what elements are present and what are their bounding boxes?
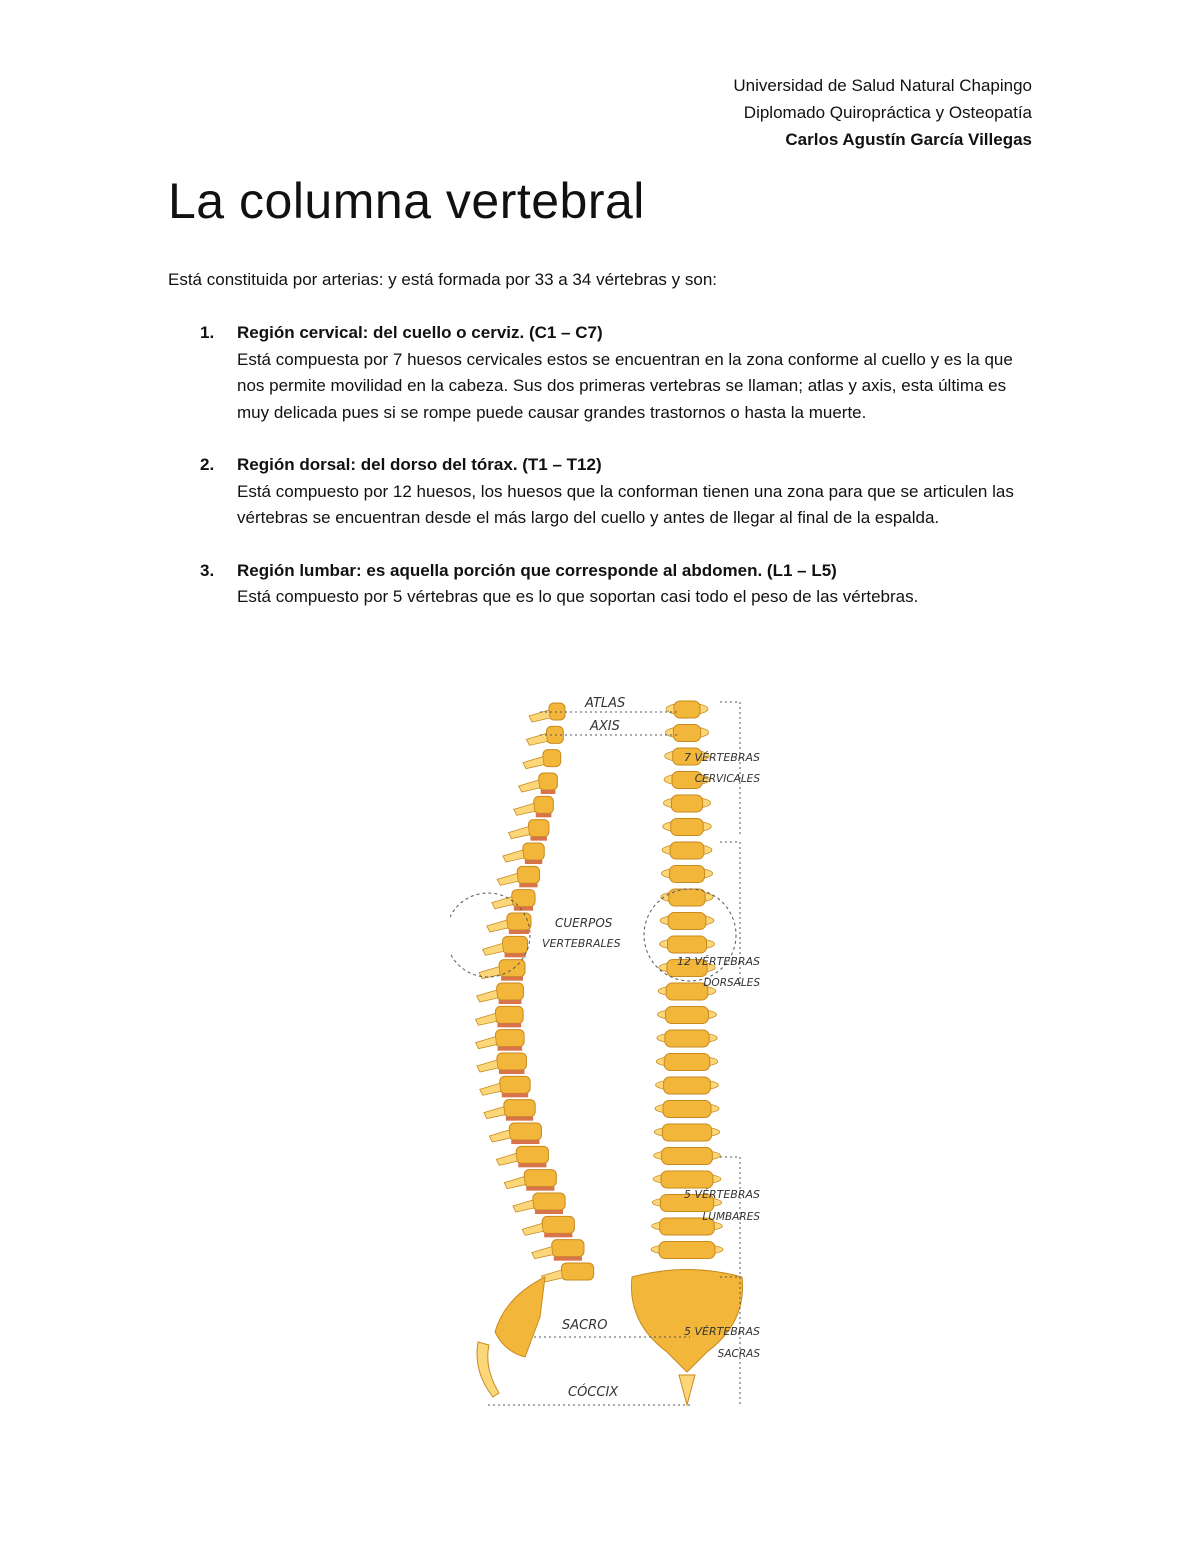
vertebra-body xyxy=(671,795,702,812)
vertebra-body xyxy=(523,843,544,860)
label-coccix: CÓCCIX xyxy=(568,1385,619,1400)
intervertebral-disc xyxy=(530,837,547,841)
vertebra-body xyxy=(509,1123,541,1140)
page-title: La columna vertebral xyxy=(168,173,645,229)
spinous-process xyxy=(496,1153,517,1165)
vertebra-body xyxy=(534,796,554,813)
document-header xyxy=(733,72,1032,153)
spinous-process xyxy=(522,1223,543,1235)
vertebra-body xyxy=(500,1076,530,1093)
spinous-process xyxy=(504,1177,525,1189)
vertebra-body xyxy=(669,866,704,883)
region-description: Está compuesta por 7 huesos cervicales estos se encuentran en la zona conforme al cuello y es la que nos permite movilidad en la cabeza. Sus dos primeras vertebras se llaman; atlas y axis, esta última es muy delicada pues si se rompe puede causar grandes trastornos o hasta la muerte. xyxy=(237,349,1013,422)
label-sacral-name: SACRAS xyxy=(717,1348,760,1360)
label-dorsal-count: 12 VÉRTEBRAS xyxy=(677,955,760,968)
vertebra-body xyxy=(524,1170,556,1187)
intervertebral-disc xyxy=(499,1070,524,1074)
intervertebral-disc xyxy=(541,790,556,794)
intervertebral-disc xyxy=(497,1023,521,1027)
vertebra-body xyxy=(516,1146,548,1163)
vertebra-body xyxy=(507,913,531,930)
vertebra-body xyxy=(662,1148,713,1165)
coccyx-side xyxy=(477,1342,499,1397)
sacrum-side xyxy=(495,1277,545,1357)
vertebra-body xyxy=(659,1242,715,1259)
intervertebral-disc xyxy=(526,1187,554,1191)
label-cuerpos: CUERPOS xyxy=(555,916,613,930)
vertebra-body xyxy=(497,983,524,1000)
spinous-process xyxy=(503,850,524,862)
spinous-process xyxy=(477,990,498,1002)
vertebra-body xyxy=(495,1006,523,1023)
spine-illustration xyxy=(450,687,766,1417)
vertebra-body xyxy=(496,1030,525,1047)
intervertebral-disc xyxy=(514,907,533,911)
intervertebral-disc xyxy=(502,1093,528,1097)
spinous-process xyxy=(519,780,540,792)
vertebra-body xyxy=(497,1053,526,1070)
intervertebral-disc xyxy=(509,930,529,934)
label-sacro: SACRO xyxy=(562,1318,608,1333)
label-sacral-count: 5 VÉRTEBRAS xyxy=(684,1325,760,1338)
spine-front-view xyxy=(631,701,742,1405)
vertebra-body xyxy=(665,1030,709,1047)
vertebra-body xyxy=(671,819,704,836)
intervertebral-disc xyxy=(544,1233,572,1237)
vertebra-body xyxy=(539,773,558,790)
spinous-process xyxy=(513,1200,534,1212)
list-item-lumbar xyxy=(200,558,1040,611)
vertebra-body xyxy=(517,866,539,883)
spinous-process xyxy=(475,1013,496,1025)
list-number: 2. xyxy=(200,455,215,474)
coccyx-front xyxy=(679,1375,695,1405)
university-name: Universidad de Salud Natural Chapingo xyxy=(733,76,1032,95)
spinous-process xyxy=(489,1130,510,1142)
intervertebral-disc xyxy=(506,1117,533,1121)
list-number: 3. xyxy=(200,560,215,580)
spinous-process xyxy=(480,1083,501,1095)
region-heading: Región lumbar: es aquella porción que corresponde al abdomen. (L1 – L5) xyxy=(237,560,837,580)
vertebra-body xyxy=(543,750,561,767)
vertebra-body xyxy=(666,1007,709,1024)
regions-list xyxy=(200,320,1040,637)
vertebra-body xyxy=(664,1054,710,1071)
vertebra-body xyxy=(552,1240,584,1257)
spinous-process xyxy=(508,827,529,839)
intro-paragraph: Está constituida por arterias: y está formada por 33 a 34 vértebras y son: xyxy=(168,270,718,289)
label-lumbar-count: 5 VÉRTEBRAS xyxy=(684,1188,760,1201)
label-atlas: ATLAS xyxy=(585,696,626,711)
spinous-process xyxy=(523,757,544,769)
intervertebral-disc xyxy=(518,1163,546,1167)
vertebra-body xyxy=(512,890,535,907)
course-name: Diplomado Quiropráctica y Osteopatía xyxy=(743,103,1032,122)
spinous-process xyxy=(514,803,535,815)
intervertebral-disc xyxy=(525,860,542,864)
region-heading: Región dorsal: del dorso del tórax. (T1 – T12) xyxy=(237,455,602,474)
intervertebral-disc xyxy=(501,977,523,981)
vertebra-body xyxy=(670,842,704,859)
list-item-cervical xyxy=(200,320,1040,426)
intervertebral-disc xyxy=(519,883,537,887)
spinous-process xyxy=(532,1247,553,1259)
spine-diagram xyxy=(450,687,766,1417)
vertebra-body xyxy=(661,1171,713,1188)
vertebra-body xyxy=(504,1100,535,1117)
spinous-process xyxy=(526,733,547,745)
vertebra-body xyxy=(666,983,708,1000)
intervertebral-disc xyxy=(554,1257,582,1261)
intervertebral-disc xyxy=(535,1210,563,1214)
spinous-process xyxy=(479,967,500,979)
vertebra-body xyxy=(663,1101,711,1118)
spinous-process xyxy=(492,897,513,909)
spinous-process xyxy=(476,1037,497,1049)
region-description: Está compuesto por 12 huesos, los huesos que la conforman tienen una zona para que se articulen las vértebras se encuentran desde el más largo del cuello y antes de llegar al final de la espalda. xyxy=(237,481,1014,527)
intervertebral-disc xyxy=(511,1140,539,1144)
vertebra-body xyxy=(542,1216,574,1233)
intervertebral-disc xyxy=(499,1000,522,1004)
spinous-process xyxy=(484,1107,505,1119)
spine-side-view xyxy=(475,703,593,1397)
intervertebral-disc xyxy=(505,953,526,957)
spinous-process xyxy=(477,1060,498,1072)
intervertebral-disc xyxy=(498,1047,523,1051)
spinous-process xyxy=(487,920,508,932)
region-heading: Región cervical: del cuello o cerviz. (C1 – C7) xyxy=(237,323,603,342)
label-lumbar-name: LUMBARES xyxy=(702,1211,760,1223)
vertebra-body xyxy=(668,913,706,930)
author-name: Carlos Agustín García Villegas xyxy=(785,130,1032,149)
vertebra-body xyxy=(674,701,700,718)
dotted-circle xyxy=(450,893,530,977)
vertebra-body xyxy=(668,936,707,953)
spinous-process xyxy=(483,943,504,955)
label-dorsal-name: DORSALES xyxy=(703,977,760,989)
list-number: 1. xyxy=(200,323,215,342)
vertebra-body xyxy=(528,820,549,837)
vertebra-body xyxy=(673,725,700,742)
label-cervical-name: CERVICALES xyxy=(694,773,760,785)
label-cervical-count: 7 VÉRTEBRAS xyxy=(684,751,760,764)
vertebra-body xyxy=(664,1077,711,1094)
region-description: Está compuesto por 5 vértebras que es lo que soportan casi todo el peso de las vértebras. xyxy=(237,587,919,606)
label-vertebrales: VERTEBRALES xyxy=(542,937,621,950)
intervertebral-disc xyxy=(536,813,552,817)
vertebra-body xyxy=(503,936,528,953)
list-item-dorsal xyxy=(200,452,1040,532)
label-axis: AXIS xyxy=(590,719,620,734)
spinous-process xyxy=(497,873,518,885)
vertebra-body xyxy=(662,1124,711,1141)
vertebra-body xyxy=(533,1193,565,1210)
vertebra-body xyxy=(561,1263,593,1280)
